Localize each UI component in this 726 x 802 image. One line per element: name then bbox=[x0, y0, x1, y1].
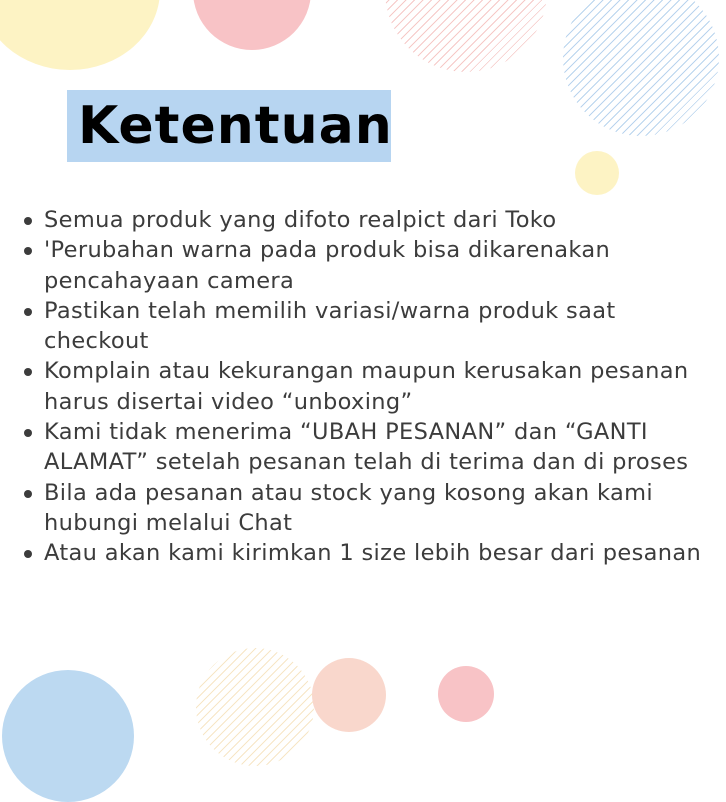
rule-item bbox=[22, 296, 722, 357]
decorative-circle-peach-bottom bbox=[312, 658, 386, 732]
rule-item bbox=[22, 235, 722, 296]
rule-text: Kami tidak menerima “UBAH PESANAN” dan “GANTI ALAMAT” setelah pesanan telah di terima dan di proses bbox=[44, 419, 689, 476]
rule-text: Pastikan telah memilih variasi/warna produk saat checkout bbox=[44, 297, 616, 355]
decorative-circle-yellow-top-left bbox=[0, 0, 160, 70]
decorative-circle-cream-bottom bbox=[196, 648, 314, 766]
rules-list bbox=[22, 205, 722, 569]
decorative-circle-hatched-blue bbox=[563, 0, 719, 136]
rule-item bbox=[22, 478, 722, 539]
bullet-icon bbox=[24, 550, 32, 558]
bullet-icon bbox=[24, 247, 32, 255]
rule-text: Semua produk yang difoto realpict dari Toko bbox=[44, 207, 557, 233]
rule-item bbox=[22, 417, 722, 478]
rule-item bbox=[22, 205, 722, 235]
decorative-circle-pink-bottom bbox=[438, 666, 494, 722]
rule-item bbox=[22, 356, 722, 417]
bullet-icon bbox=[24, 217, 32, 225]
rule-text: 'Perubahan warna pada produk bisa dikarenakan pencahayaan camera bbox=[44, 237, 611, 294]
bullet-icon bbox=[24, 308, 32, 316]
rule-text: Bila ada pesanan atau stock yang kosong akan kami hubungi melalui Chat bbox=[44, 479, 653, 536]
bullet-icon bbox=[24, 368, 32, 376]
rule-item bbox=[22, 538, 722, 568]
decorative-circle-pink-top bbox=[193, 0, 311, 50]
decorative-circle-yellow-small bbox=[575, 151, 619, 195]
rule-text: Atau akan kami kirimkan 1 size lebih besar dari pesanan bbox=[44, 540, 702, 567]
page-title: Ketentuan bbox=[78, 96, 393, 156]
bullet-icon bbox=[24, 429, 32, 437]
rule-text: Komplain atau kekurangan maupun kerusakan pesanan harus disertai video “unboxing” bbox=[44, 358, 689, 415]
decorative-circle-hatched-peach bbox=[385, 0, 547, 72]
decorative-circle-blue-bottom-left bbox=[2, 670, 134, 802]
bullet-icon bbox=[24, 490, 32, 498]
